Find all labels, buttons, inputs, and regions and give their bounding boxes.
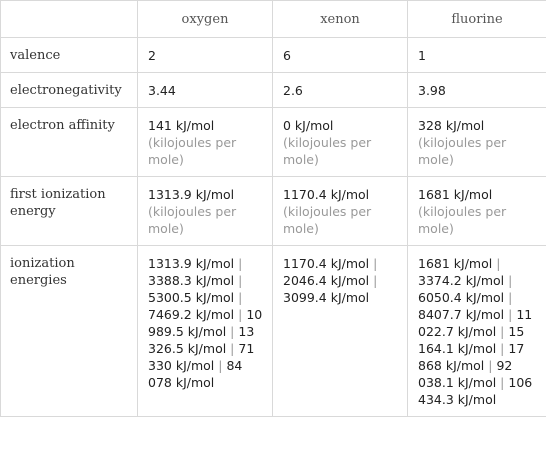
value-text: 1313.9 kJ/mol: [148, 187, 235, 202]
list-separator: |: [496, 375, 509, 390]
cell-xenon-ionization-energies: [273, 246, 408, 417]
list-separator: |: [234, 307, 247, 322]
ionization-energy-value: 1313.9 kJ/mol: [148, 256, 235, 271]
cell-fluorine-electron-affinity: [408, 108, 546, 177]
list-separator: |: [504, 273, 513, 288]
unit-note: (kilojoules per mole): [418, 204, 507, 236]
list-separator: |: [369, 256, 378, 271]
ionization-energy-value: 3388.3 kJ/mol: [148, 273, 235, 288]
table-row-ionization-energies: [1, 246, 546, 417]
list-separator: |: [484, 358, 497, 373]
ionization-energy-value: 13 326.5 kJ/mol: [148, 324, 255, 356]
table-row-electron-affinity: [1, 108, 546, 177]
row-label-valence: valence: [1, 38, 138, 73]
cell-fluorine-valence: 1: [408, 38, 546, 73]
cell-oxygen-valence: 2: [138, 38, 273, 73]
table-row-electronegativity: [1, 73, 546, 108]
list-separator: |: [226, 341, 239, 356]
value-text: 1170.4 kJ/mol: [283, 187, 370, 202]
cell-fluorine-first-ionization-energy: [408, 177, 546, 246]
value-text: 0 kJ/mol: [283, 118, 334, 133]
ionization-energy-value: 3099.4 kJ/mol: [283, 290, 370, 305]
list-separator: |: [504, 290, 513, 305]
list-separator: |: [492, 256, 501, 271]
cell-xenon-electron-affinity: [273, 108, 408, 177]
ionization-energy-value: 10 989.5 kJ/mol: [148, 307, 263, 339]
list-separator: |: [214, 358, 227, 373]
ionization-energy-value: 3374.2 kJ/mol: [418, 273, 505, 288]
cell-oxygen-electronegativity: 3.44: [138, 73, 273, 108]
cell-fluorine-electronegativity: 3.98: [408, 73, 546, 108]
list-separator: |: [496, 341, 509, 356]
ionization-energy-value: 92 038.1 kJ/mol: [418, 358, 513, 390]
ionization-energy-value: 17 868 kJ/mol: [418, 341, 525, 373]
ionization-energy-value: 11 022.7 kJ/mol: [418, 307, 533, 339]
unit-note: (kilojoules per mole): [418, 135, 507, 167]
value-text: 141 kJ/mol: [148, 118, 215, 133]
list-separator: |: [496, 324, 509, 339]
row-label-electronegativity: electronegativity: [1, 73, 138, 108]
column-header-oxygen: oxygen: [138, 1, 273, 38]
ionization-energy-value: 5300.5 kJ/mol: [148, 290, 235, 305]
ionization-energy-value: 1681 kJ/mol: [418, 256, 493, 271]
cell-oxygen-ionization-energies: [138, 246, 273, 417]
value-text: 1681 kJ/mol: [418, 187, 493, 202]
column-header-fluorine: fluorine: [408, 1, 546, 38]
cell-fluorine-ionization-energies: [408, 246, 546, 417]
cell-oxygen-electron-affinity: [138, 108, 273, 177]
ionization-energy-value: 8407.7 kJ/mol: [418, 307, 505, 322]
ionization-energy-value: 6050.4 kJ/mol: [418, 290, 505, 305]
ionization-energy-value: 84 078 kJ/mol: [148, 358, 243, 390]
ionization-energy-value: 7469.2 kJ/mol: [148, 307, 235, 322]
row-label-electron-affinity: electron affinity: [1, 108, 138, 177]
list-separator: |: [234, 290, 243, 305]
row-label-first-ionization-energy: first ionization energy: [1, 177, 138, 246]
list-separator: |: [226, 324, 239, 339]
ionization-energy-value: 2046.4 kJ/mol: [283, 273, 370, 288]
ionization-energy-value: 71 330 kJ/mol: [148, 341, 255, 373]
column-header-xenon: xenon: [273, 1, 408, 38]
unit-note: (kilojoules per mole): [148, 135, 237, 167]
cell-xenon-valence: 6: [273, 38, 408, 73]
list-separator: |: [234, 273, 243, 288]
table-row-first-ionization-energy: [1, 177, 546, 246]
cell-xenon-electronegativity: 2.6: [273, 73, 408, 108]
cell-oxygen-first-ionization-energy: [138, 177, 273, 246]
ionization-energy-value: 1170.4 kJ/mol: [283, 256, 370, 271]
header-row: [1, 1, 546, 38]
corner-cell: [1, 1, 138, 38]
list-separator: |: [234, 256, 243, 271]
ionization-energy-value: 15 164.1 kJ/mol: [418, 324, 525, 356]
unit-note: (kilojoules per mole): [283, 135, 372, 167]
table-row-valence: [1, 38, 546, 73]
row-label-ionization-energies: ionization energies: [1, 246, 138, 417]
list-separator: |: [369, 273, 378, 288]
value-text: 328 kJ/mol: [418, 118, 485, 133]
unit-note: (kilojoules per mole): [283, 204, 372, 236]
list-separator: |: [504, 307, 517, 322]
cell-xenon-first-ionization-energy: [273, 177, 408, 246]
ionization-energy-value: 106 434.3 kJ/mol: [418, 375, 533, 407]
unit-note: (kilojoules per mole): [148, 204, 237, 236]
